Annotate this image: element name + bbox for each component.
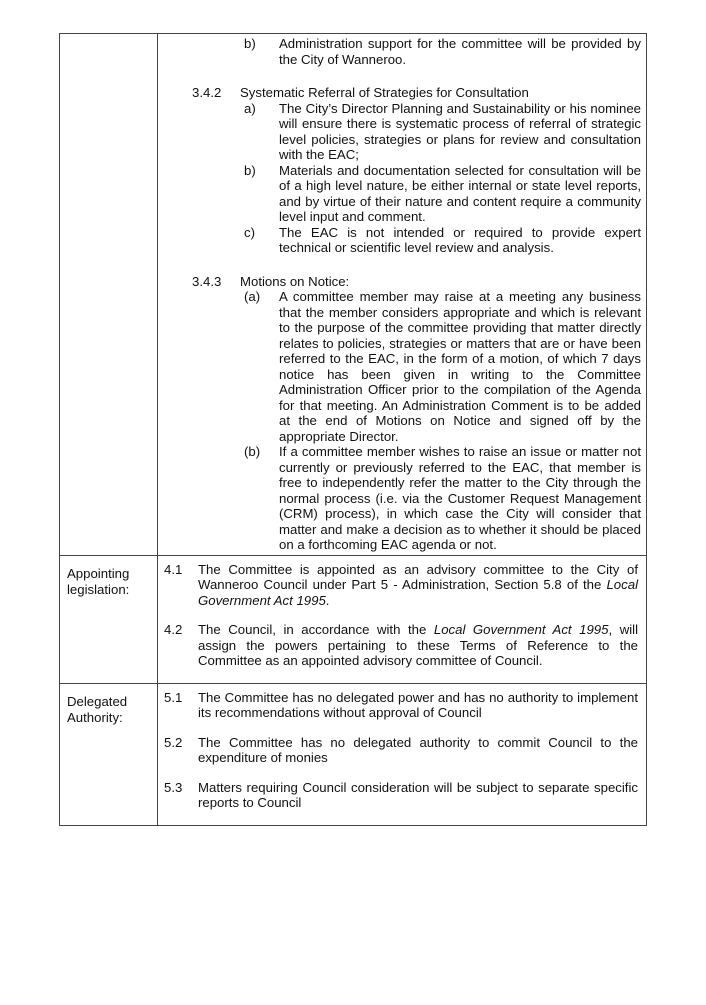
row-content-cell bbox=[158, 683, 647, 825]
row-content-cell bbox=[158, 34, 647, 556]
item-text: The EAC is not intended or required to provide expert technical or scientific level review and analysis. bbox=[279, 224, 641, 255]
item-marker: (b) bbox=[244, 444, 261, 459]
item-number: 5.2 bbox=[164, 734, 183, 750]
item-marker: b) bbox=[244, 162, 256, 178]
table-row-procedures bbox=[60, 34, 647, 556]
item-text-part: The Council, in accordance with the bbox=[198, 622, 434, 637]
section-heading-342 bbox=[158, 85, 641, 101]
list-item bbox=[158, 289, 641, 444]
section-number: 3.4.2 bbox=[192, 85, 222, 100]
row-label: Appointing legislation: bbox=[67, 565, 130, 597]
list-item-5-1 bbox=[158, 690, 638, 721]
list-item bbox=[158, 225, 641, 256]
item-text: The Committee has no delegated power and has no authority to implement its recommendations without approval of Council bbox=[198, 689, 638, 720]
item-number: 5.3 bbox=[164, 779, 183, 795]
item-marker: c) bbox=[244, 224, 255, 240]
row-label-cell bbox=[60, 555, 158, 683]
section-heading-343 bbox=[158, 274, 641, 290]
item-text bbox=[198, 622, 638, 669]
item-marker: b) bbox=[244, 36, 256, 51]
item-text: If a committee member wishes to raise an issue or matter not currently or previously referred to the EAC, that member is free to independently refer the matter to the City through the normal process (i.e. via the Customer Request Management (CRM) process), in which case the City will consider that matter and make a decision as to whether it should be placed on a forthcoming EAC agenda or not. bbox=[279, 444, 641, 552]
item-text-part: . bbox=[325, 592, 330, 608]
list-item bbox=[158, 163, 641, 225]
item-number: 5.1 bbox=[164, 689, 183, 705]
item-text-part: The Committee is appointed as an advisory committee to the City of Wanneroo Council under Part 5 - Administration, Section 5.8 of the bbox=[198, 561, 638, 592]
row-label-cell bbox=[60, 34, 158, 556]
section-title: Systematic Referral of Strategies for Consultation bbox=[240, 85, 529, 100]
list-item-5-2 bbox=[158, 735, 638, 766]
item-text: The Committee has no delegated authority to commit Council to the expenditure of monies bbox=[198, 734, 638, 765]
list-item-4-2 bbox=[158, 622, 638, 669]
table-row-delegated-authority bbox=[60, 683, 647, 825]
list-item bbox=[158, 101, 641, 163]
list-item-admin-support bbox=[158, 36, 641, 67]
list-item bbox=[158, 444, 641, 553]
act-name: Local Government Act 1995 bbox=[198, 577, 638, 608]
item-text: A committee member may raise at a meeting any business that the member considers appropriate and which is relevant to the purpose of the committee providing that matter directly relates to policies, strategies or matters that are or have been referred to the EAC, in the form of a motion, of which 7 days notice has been given in writing to the Committee Administration Officer prior to the compilation of the Agenda for that meeting. An Administration Comment is to be added at the end of Motions on Notice and signed off by the appropriate Director. bbox=[279, 289, 641, 444]
item-text: Matters requiring Council consideration will be subject to separate specific reports to Council bbox=[198, 779, 638, 810]
act-name: Local Government Act 1995 bbox=[433, 622, 609, 637]
item-text: The City’s Director Planning and Sustainability or his nominee will ensure there is systematic process of referral of strategic level policies, strategies or plans for review and consultation with the EAC; bbox=[279, 100, 641, 162]
table-row-appointing-legislation bbox=[60, 555, 647, 683]
item-text: Materials and documentation selected for consultation will be of a high level nature, be either internal or state level reports, and by virtue of their nature and content require a community level input and comment. bbox=[279, 162, 641, 224]
row-label: Delegated Authority: bbox=[67, 693, 128, 725]
terms-of-reference-table bbox=[59, 33, 647, 826]
item-number: 4.1 bbox=[164, 561, 183, 577]
item-marker: a) bbox=[244, 100, 256, 116]
item-number: 4.2 bbox=[164, 622, 183, 637]
row-label-cell bbox=[60, 683, 158, 825]
item-text bbox=[198, 562, 638, 609]
section-number: 3.4.3 bbox=[192, 273, 222, 289]
list-item-4-1 bbox=[158, 562, 638, 609]
section-title: Motions on Notice: bbox=[240, 273, 350, 289]
item-marker: (a) bbox=[244, 289, 261, 304]
item-text-part: , will assign the powers pertaining to these Terms of Reference to the Committee as an appointed advisory committee of Council. bbox=[198, 622, 639, 668]
row-content-cell bbox=[158, 555, 647, 683]
list-item-5-3 bbox=[158, 780, 638, 811]
item-text: Administration support for the committee will be provided by the City of Wanneroo. bbox=[279, 36, 641, 67]
